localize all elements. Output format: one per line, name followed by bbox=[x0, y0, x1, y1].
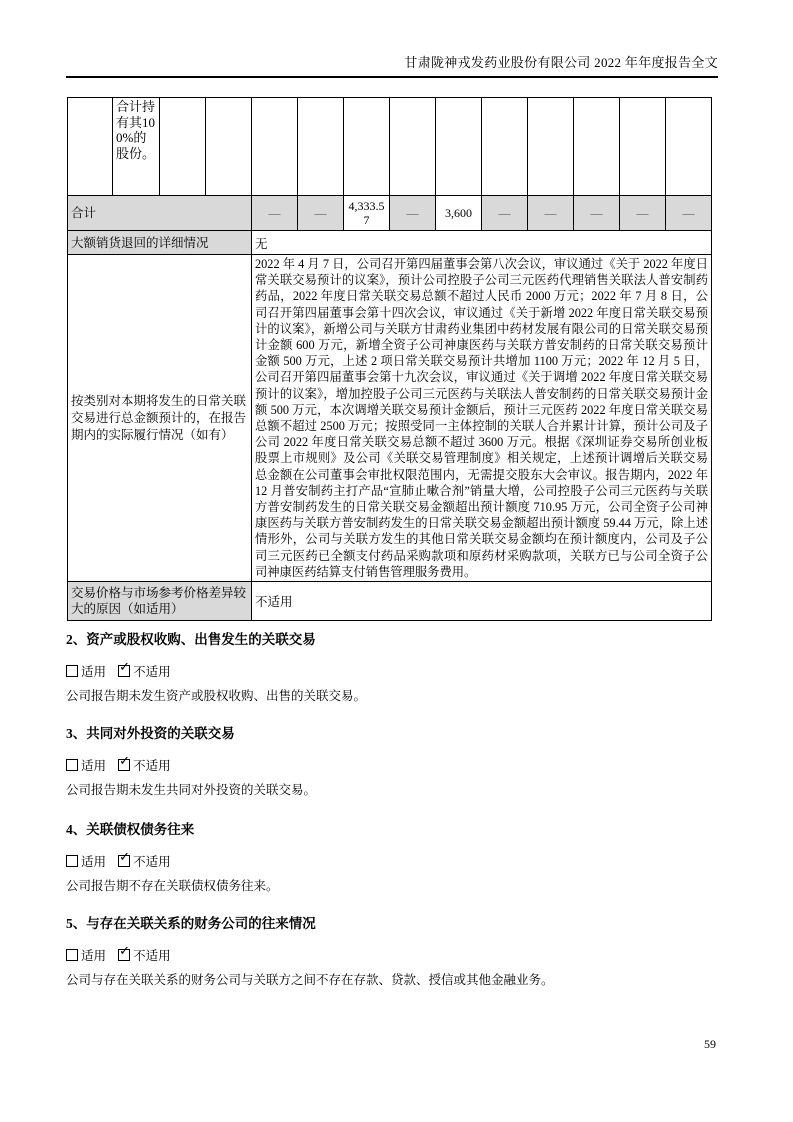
empty-cell bbox=[252, 98, 298, 196]
total-value-cell: — bbox=[482, 196, 528, 231]
section-body: 公司报告期未发生资产或股权收购、出售的关联交易。 bbox=[66, 689, 367, 703]
check-icon: ✓ bbox=[119, 754, 131, 769]
not-applicable-label: 不适用 bbox=[133, 665, 171, 679]
section-heading: 3、共同对外投资的关联交易 bbox=[66, 726, 235, 741]
check-icon: ✓ bbox=[119, 660, 131, 675]
empty-cell bbox=[666, 98, 712, 196]
applicable-checkbox-icon bbox=[66, 665, 78, 677]
performance-row bbox=[68, 255, 712, 582]
not-applicable-checkbox-icon bbox=[118, 850, 131, 867]
page-header-title: 甘肃陇神戎发药业股份有限公司 2022 年年度报告全文 bbox=[404, 55, 718, 70]
empty-cell bbox=[482, 98, 528, 196]
not-applicable-label: 不适用 bbox=[133, 949, 171, 963]
empty-cell bbox=[160, 98, 206, 196]
carryover-row bbox=[68, 98, 712, 196]
applicable-label: 适用 bbox=[81, 855, 107, 869]
applicable-checkbox-icon bbox=[66, 855, 78, 867]
section-asset-equity-transactions bbox=[66, 628, 721, 712]
section-body: 公司报告期不存在关联债权债务往来。 bbox=[66, 879, 279, 893]
total-row bbox=[68, 196, 712, 231]
price-difference-row bbox=[68, 582, 712, 621]
empty-cell bbox=[68, 98, 113, 196]
empty-cell bbox=[390, 98, 436, 196]
section-heading: 2、资产或股权收购、出售发生的关联交易 bbox=[66, 632, 316, 647]
not-applicable-checkbox-icon bbox=[118, 660, 131, 677]
check-icon: ✓ bbox=[119, 944, 131, 959]
total-value-cell: — bbox=[298, 196, 344, 231]
related-transactions-table bbox=[67, 97, 712, 621]
empty-cell bbox=[528, 98, 574, 196]
sales-return-label: 大额销货退回的详细情况 bbox=[68, 231, 252, 255]
sales-return-row bbox=[68, 231, 712, 255]
page-number: 59 bbox=[704, 1037, 716, 1051]
section-finance-company-dealings bbox=[66, 912, 721, 996]
price-difference-value: 不适用 bbox=[252, 582, 712, 621]
applicability-line bbox=[66, 662, 171, 680]
applicability-line bbox=[66, 946, 171, 964]
performance-label: 按类别对本期将发生的日常关联交易进行总金额预计的，在报告期内的实际履行情况（如有） bbox=[68, 255, 252, 582]
not-applicable-checkbox-icon bbox=[118, 754, 131, 771]
empty-cell bbox=[574, 98, 620, 196]
applicable-label: 适用 bbox=[81, 665, 107, 679]
page-header bbox=[66, 52, 718, 78]
not-applicable-checkbox-icon bbox=[118, 944, 131, 961]
section-body: 公司与存在关联关系的财务公司与关联方之间不存在存款、贷款、授信或其他金融业务。 bbox=[66, 973, 554, 987]
section-related-credits-debts bbox=[66, 818, 721, 902]
applicability-line bbox=[66, 756, 171, 774]
total-value-cell: 4,333.57 bbox=[344, 196, 390, 231]
section-joint-investment bbox=[66, 722, 721, 806]
applicable-label: 适用 bbox=[81, 949, 107, 963]
total-value-cell: — bbox=[528, 196, 574, 231]
total-value-cell: — bbox=[574, 196, 620, 231]
total-value-cell: — bbox=[666, 196, 712, 231]
performance-text: 2022 年 4 月 7 日，公司召开第四届董事会第八次会议，审议通过《关于 2022 年度日常关联交易预计的议案》，预计公司控股子公司三元医药代理销售关联法人普安制药药品，2022 年度日常关联交易总额不超过人民币 2000 万元；2022 年 7 月 8 日，公司召开第四届董事会第十四次会议，审议通过《关于新增 2022 年度日常关联交易预计的议案》，新增公司与关联方甘肃药业集团中药材发展有限公司的日常关联交易预计金额 600 万元，新增全资子公司神康医药与关联方普安制药的日常关联交易预计金额 500 万元，上述 2 项日常关联交易预计共增加 1100 万元；2022 年 12 月 5 日，公司召开第四届董事会第十九次会议，审议通过《关于调增 2022 年度日常关联交易预计的议案》，增加控股子公司三元医药与关联法人普安制药的日常关联交易预计金额 500 万元，本次调增关联交易预计金额后，预计三元医药 2022 年度日常关联交易总额不超过 2500 万元；按照受同一主体控制的关联人合并累计计算，预计公司及子公司 2022 年度日常关联交易总额不超过 3600 万元。根据《深圳证券交易所创业板股票上市规则》及公司《关联交易管理制度》相关规定，上述预计调增后关联交易总金额在公司董事会审批权限范围内，无需提交股东大会审议。报告期内，2022 年 12 月普安制药主打产品“宣肺止嗽合剂”销量大增，公司控股子公司三元医药与关联方普安制药发生的日常关联交易金额超出预计额度 710.95 万元，公司全资子公司神康医药与关联方普安制药发生的日常关联交易金额超出预计额度 59.44 万元，除上述情形外，公司与关联方发生的其他日常关联交易金额均在预计额度内，公司及子公司三元医药已全额支付药品采购款项和原药材采购款项，关联方已与公司全资子公司神康医药结算支付销售管理服务费用。 bbox=[252, 255, 712, 582]
total-value-cell: — bbox=[620, 196, 666, 231]
empty-cell bbox=[436, 98, 482, 196]
price-difference-label: 交易价格与市场参考价格差异较大的原因（如适用） bbox=[68, 582, 252, 621]
check-icon: ✓ bbox=[119, 850, 131, 865]
empty-cell bbox=[206, 98, 252, 196]
not-applicable-label: 不适用 bbox=[133, 855, 171, 869]
section-heading: 5、与存在关联关系的财务公司的往来情况 bbox=[66, 916, 316, 931]
sales-return-value: 无 bbox=[252, 231, 712, 255]
applicable-checkbox-icon bbox=[66, 759, 78, 771]
total-value-cell: 3,600 bbox=[436, 196, 482, 231]
empty-cell bbox=[620, 98, 666, 196]
empty-cell bbox=[344, 98, 390, 196]
applicability-line bbox=[66, 852, 171, 870]
total-value-cell: — bbox=[252, 196, 298, 231]
empty-cell bbox=[298, 98, 344, 196]
section-body: 公司报告期未发生共同对外投资的关联交易。 bbox=[66, 783, 317, 797]
carryover-cell: 合计持有其100%的股份。 bbox=[113, 98, 160, 196]
total-label-cell: 合计 bbox=[68, 196, 252, 231]
applicable-checkbox-icon bbox=[66, 949, 78, 961]
section-heading: 4、关联债权债务往来 bbox=[66, 822, 195, 837]
applicable-label: 适用 bbox=[81, 759, 107, 773]
total-value-cell: — bbox=[390, 196, 436, 231]
not-applicable-label: 不适用 bbox=[133, 759, 171, 773]
